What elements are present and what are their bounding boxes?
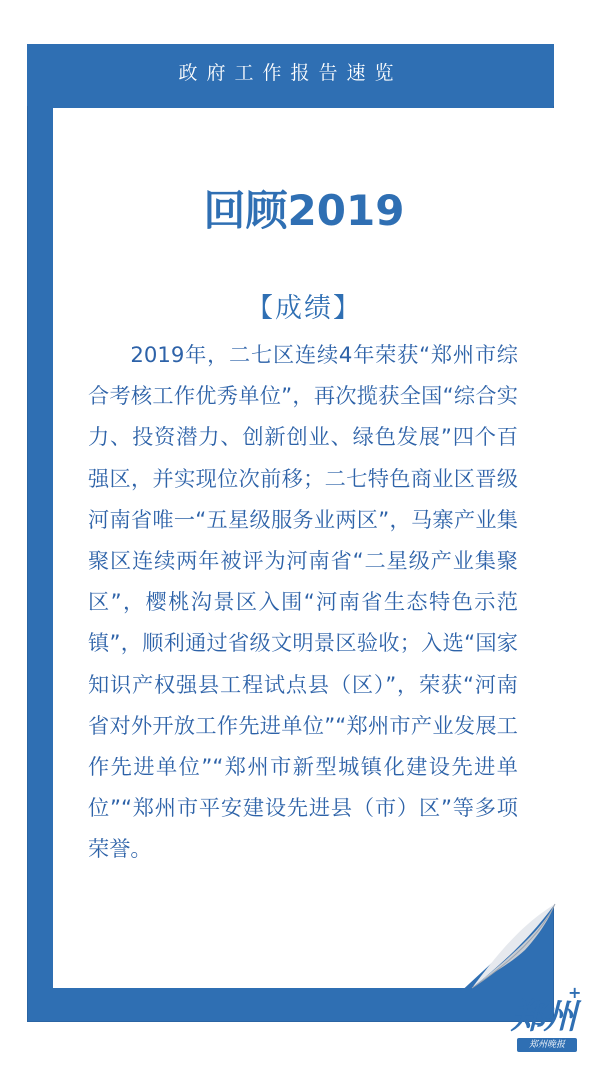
section-title: 【成绩】 — [246, 293, 362, 324]
logo-subtitle: 郑州晚报 — [517, 1038, 577, 1052]
header-title: 政府工作报告速览 — [178, 62, 403, 84]
logo-main-text: 郑州 — [511, 997, 575, 1037]
page-title: 回顾2019 — [203, 186, 405, 235]
body-paragraph: 2019年，二七区连续4年荣获“郑州市综合考核工作优秀单位”，再次揽获全国“综合实力、投资潜力、创新创业、绿色发展”四个百强区，并实现位次前移；二七特色商业区晋级河南省唯一“五星级服务业两区”，马寨产业集聚区连续两年被评为河南省“二星级产业集聚区”，樱桃沟景区入围“河南省生态特色示范镇”，顺利通过省级文明景区验收；入选“国家知识产权强县工程试点县（区）”，荣获“河南省对外开放工作先进单位”“郑州市产业发展工作先进单位”“郑州市新型城镇化建设先进单位”“郑州市平安建设先进县（市）区”等多项荣誉。 — [88, 342, 518, 862]
page-curl-icon — [470, 902, 560, 992]
zhengzhou-logo — [505, 985, 585, 1060]
logo-plus-mark: + — [568, 983, 582, 1002]
